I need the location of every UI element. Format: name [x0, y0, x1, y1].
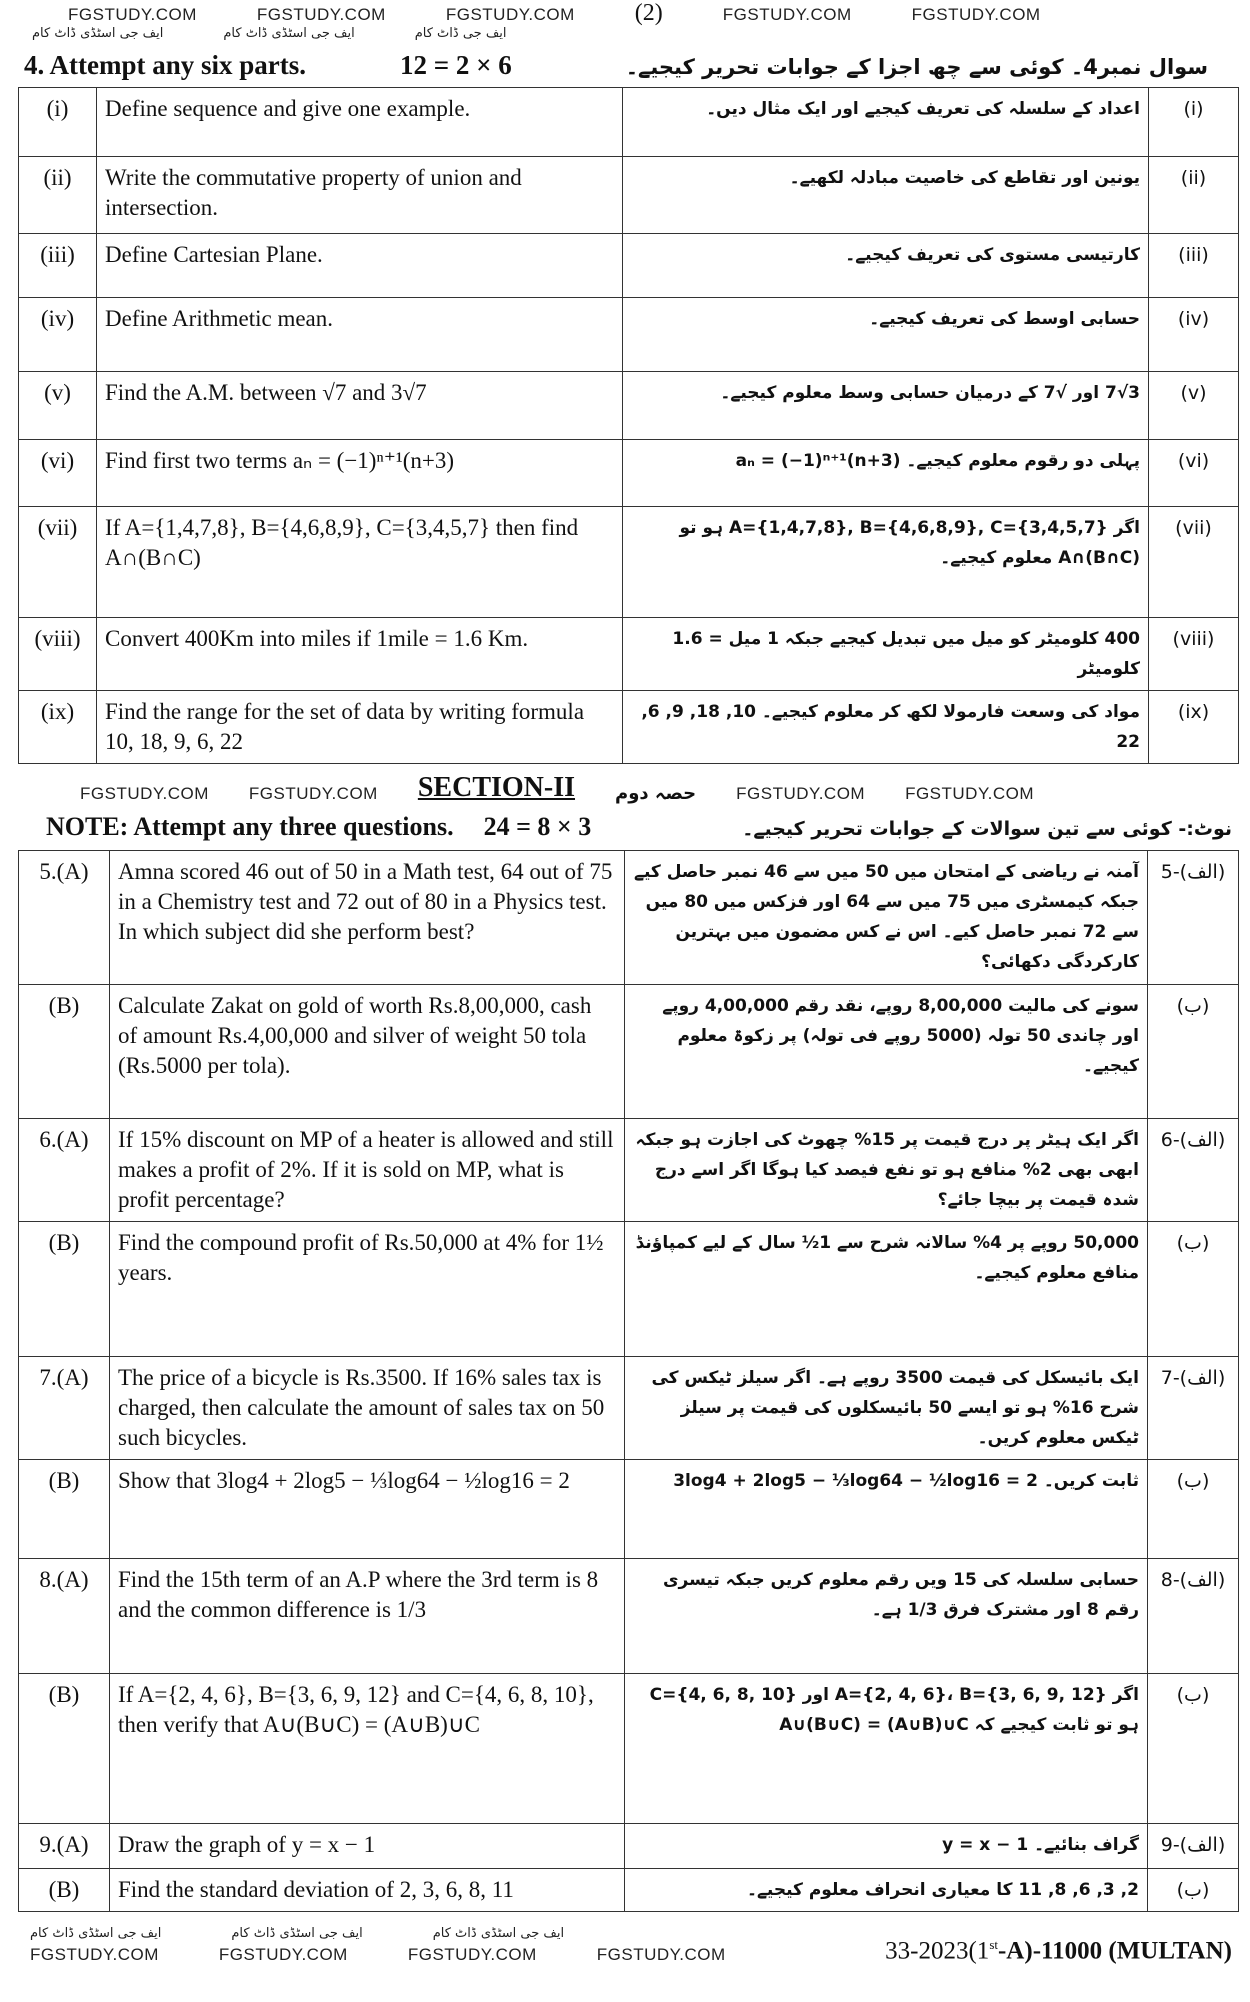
question-text: Define Arithmetic mean.	[97, 298, 623, 372]
footer	[18, 1926, 1238, 1965]
question-number: (i)	[19, 88, 97, 157]
question-number-urdu: (i)	[1149, 88, 1239, 157]
question-text-urdu: 3√7 اور √7 کے درمیان حسابی وسط معلوم کیجیے۔	[623, 372, 1149, 440]
footer-watermark-row	[18, 1945, 855, 1965]
question-number: (vii)	[19, 507, 97, 618]
watermark: FGSTUDY.COM	[736, 784, 866, 803]
question-row	[19, 372, 1239, 440]
question-number-urdu: (v)	[1149, 372, 1239, 440]
watermark: ایف جی ڈاٹ کام	[414, 26, 507, 41]
question-number-urdu: (ii)	[1149, 157, 1239, 234]
question-number: (B)	[19, 985, 110, 1119]
question-text-urdu: پہلی دو رقوم معلوم کیجیے۔ aₙ = (−1)ⁿ⁺¹(n+3)	[623, 440, 1149, 507]
question-number-urdu: 5-(الف)	[1148, 851, 1239, 985]
question-text-urdu: اگر A={2, 4, 6}، B={3, 6, 9, 12} اور C={4, 6, 8, 10} ہو تو ثابت کیجیے کہ A∪(B∪C) = (A∪B)∪C	[625, 1674, 1148, 1824]
question-number-urdu: 8-(الف)	[1148, 1559, 1239, 1674]
watermark: ایف جی اسٹڈی ڈاٹ کام	[30, 1926, 162, 1941]
question-text-urdu: 400 کلومیٹر کو میل میں تبدیل کیجیے جبکہ 1 میل = 1.6 کلومیٹر	[623, 618, 1149, 691]
question-number: 6.(A)	[19, 1119, 110, 1222]
paper-code-sup: st	[989, 1936, 998, 1952]
watermark: FGSTUDY.COM	[407, 1945, 537, 1964]
question-number: (vi)	[19, 440, 97, 507]
question-text: Show that 3log4 + 2log5 − ⅓log64 − ½log16 = 2	[110, 1460, 625, 1559]
question-row	[19, 1119, 1239, 1222]
question-number-urdu: 9-(الف)	[1148, 1824, 1239, 1869]
question-number-urdu: (ب)	[1148, 985, 1239, 1119]
question-number-urdu: (ب)	[1148, 1869, 1239, 1912]
watermark: FGSTUDY.COM	[911, 5, 1041, 24]
question-row	[19, 157, 1239, 234]
question-text: Amna scored 46 out of 50 in a Math test, 64 out of 75 in a Chemistry test and 72 out of 80 in a Physics test. In which subject did she perform best?	[110, 851, 625, 985]
watermark: FGSTUDY.COM	[905, 784, 1034, 803]
top-urdu-watermark-row	[18, 26, 1238, 46]
question-number-urdu: (ب)	[1148, 1460, 1239, 1559]
question-row	[19, 1559, 1239, 1674]
question-number: 9.(A)	[19, 1824, 110, 1869]
question-row	[19, 851, 1239, 985]
q4-marks: 12 = 2 × 6	[400, 50, 512, 80]
question-text: Find the compound profit of Rs.50,000 at 4% for 1½ years.	[110, 1222, 625, 1357]
footer-urdu-watermark-row	[18, 1926, 855, 1941]
question-row	[19, 1460, 1239, 1559]
question-text: Calculate Zakat on gold of worth Rs.8,00,000, cash of amount Rs.4,00,000 and silver of weight 50 tola (Rs.5000 per tola).	[110, 985, 625, 1119]
question-text: If A={2, 4, 6}, B={3, 6, 9, 12} and C={4, 6, 8, 10}, then verify that A∪(B∪C) = (A∪B)∪C	[110, 1674, 625, 1824]
question-row	[19, 1674, 1239, 1824]
question-row	[19, 1357, 1239, 1460]
question-text-urdu: اعداد کے سلسلہ کی تعریف کیجیے اور ایک مثال دیں۔	[623, 88, 1149, 157]
section-marks: 24 = 8 × 3	[483, 812, 592, 841]
question-number: (iii)	[19, 234, 97, 298]
watermark: ایف جی اسٹڈی ڈاٹ کام	[32, 26, 164, 41]
question-row	[19, 440, 1239, 507]
question-row	[19, 1824, 1239, 1869]
question-text: Find the 15th term of an A.P where the 3rd term is 8 and the common difference is 1/3	[110, 1559, 625, 1674]
question-text-urdu: مواد کی وسعت فارمولا لکھ کر معلوم کیجیے۔ 10, 18, 9, 6, 22	[623, 691, 1149, 764]
watermark: ایف جی اسٹڈی ڈاٹ کام	[223, 26, 355, 41]
question-number: (viii)	[19, 618, 97, 691]
paper-code-pre: 33-2023(1	[885, 1937, 990, 1964]
watermark: FGSTUDY.COM	[68, 5, 197, 24]
section-title-urdu: حصہ دوم	[615, 783, 697, 804]
question-number-urdu: (vii)	[1149, 507, 1239, 618]
question-text-urdu: اگر ایک ہیٹر پر درج قیمت پر 15% چھوٹ کی اجازت ہو جبکہ ابھی بھی 2% منافع ہو تو نفع فیصد کیا ہوگا اگر اسے درج شدہ قیمت پر بیچا جائے؟	[625, 1119, 1148, 1222]
watermark: FGSTUDY.COM	[248, 784, 378, 803]
section-title: SECTION-II	[417, 772, 576, 803]
question-row	[19, 507, 1239, 618]
question-number-urdu: (iv)	[1149, 298, 1239, 372]
watermark: FGSTUDY.COM	[722, 5, 852, 24]
section-title-row	[18, 772, 1238, 804]
watermark: FGSTUDY.COM	[445, 5, 575, 24]
question-text-urdu: 2, 3, 6, 8, 11 کا معیاری انحراف معلوم کیجیے۔	[625, 1869, 1148, 1912]
question-text-urdu: یونین اور تقاطع کی خاصیت مبادلہ لکھیے۔	[623, 157, 1149, 234]
question-row	[19, 298, 1239, 372]
watermark: FGSTUDY.COM	[256, 5, 386, 24]
q4-heading: 4. Attempt any six parts.	[24, 50, 306, 80]
question-number: 8.(A)	[19, 1559, 110, 1674]
question-number: (B)	[19, 1222, 110, 1357]
section-note-urdu: نوٹ:- کوئی سے تین سوالات کے جوابات تحریر کیجیے۔	[742, 818, 1232, 840]
question-number: (B)	[19, 1674, 110, 1824]
footer-watermarks	[18, 1926, 855, 1965]
question-number-urdu: (ب)	[1148, 1674, 1239, 1824]
question-number: (ix)	[19, 691, 97, 764]
question-text-urdu: اگر A={1,4,7,8}, B={4,6,8,9}, C={3,4,5,7} ہو تو A∩(B∩C) معلوم کیجیے۔	[623, 507, 1149, 618]
section-note-row	[46, 812, 1238, 842]
question-text-urdu: حسابی سلسلہ کی 15 ویں رقم معلوم کریں جبکہ تیسری رقم 8 اور مشترک فرق 1/3 ہے۔	[625, 1559, 1148, 1674]
paper-code	[885, 1937, 1238, 1965]
question-row	[19, 691, 1239, 764]
question-number: (B)	[19, 1869, 110, 1912]
question-text-urdu: آمنہ نے ریاضی کے امتحان میں 50 میں سے 46 نمبر حاصل کیے جبکہ کیمسٹری میں 75 میں سے 64 اور فزکس میں 80 میں سے 72 نمبر حاصل کیے۔ اس نے کس مضمون میں بہترین کارکردگی دکھائی؟	[625, 851, 1148, 985]
watermark: FGSTUDY.COM	[218, 1945, 348, 1964]
watermark: ایف جی اسٹڈی ڈاٹ کام	[432, 1926, 565, 1941]
question-text-urdu: گراف بنائیے۔ y = x − 1	[625, 1824, 1148, 1869]
paper-code-post: -A)-11000 (MULTAN)	[997, 1937, 1232, 1964]
question-number-urdu: (vi)	[1149, 440, 1239, 507]
question-text-urdu: ثابت کریں۔ 3log4 + 2log5 − ⅓log64 − ½log16 = 2	[625, 1460, 1148, 1559]
q4-heading-urdu: سوال نمبر4۔ کوئی سے چھ اجزا کے جوابات تحریر کیجیے۔	[625, 55, 1208, 79]
question-text: Define Cartesian Plane.	[97, 234, 623, 298]
question-text: Define sequence and give one example.	[97, 88, 623, 157]
watermark: FGSTUDY.COM	[30, 1945, 159, 1964]
question-number-urdu: (iii)	[1149, 234, 1239, 298]
question-number-urdu: (viii)	[1149, 618, 1239, 691]
question-number: 5.(A)	[19, 851, 110, 985]
question-number: (B)	[19, 1460, 110, 1559]
question-text: Write the commutative property of union and intersection.	[97, 157, 623, 234]
watermark: FGSTUDY.COM	[596, 1945, 726, 1964]
section-note: NOTE: Attempt any three questions.	[46, 812, 454, 841]
question-text: Find first two terms aₙ = (−1)ⁿ⁺¹(n+3)	[97, 440, 623, 507]
q4-header	[24, 50, 1238, 81]
question-text-urdu: سونے کی مالیت 8,00,000 روپے، نقد رقم 4,00,000 روپے اور چاندی 50 تولہ (5000 روپے فی تولہ) پر زکوۃ معلوم کیجیے۔	[625, 985, 1148, 1119]
page-number: (2)	[634, 0, 663, 26]
watermark: FGSTUDY.COM	[80, 784, 209, 803]
question-row	[19, 88, 1239, 157]
question-row	[19, 985, 1239, 1119]
question-number-urdu: (ix)	[1149, 691, 1239, 764]
question-text: Draw the graph of y = x − 1	[110, 1824, 625, 1869]
q4-table	[18, 87, 1239, 764]
watermark: ایف جی اسٹڈی ڈاٹ کام	[231, 1926, 363, 1941]
question-text: Find the A.M. between √7 and 3√7	[97, 372, 623, 440]
section2-table	[18, 850, 1239, 1912]
question-row	[19, 618, 1239, 691]
question-number: (iv)	[19, 298, 97, 372]
question-row	[19, 1869, 1239, 1912]
question-text: Convert 400Km into miles if 1mile = 1.6 Km.	[97, 618, 623, 691]
question-number-urdu: (ب)	[1148, 1222, 1239, 1357]
question-text-urdu: حسابی اوسط کی تعریف کیجیے۔	[623, 298, 1149, 372]
question-number: (ii)	[19, 157, 97, 234]
question-number: 7.(A)	[19, 1357, 110, 1460]
question-text: If A={1,4,7,8}, B={4,6,8,9}, C={3,4,5,7} then find A∩(B∩C)	[97, 507, 623, 618]
question-text: Find the standard deviation of 2, 3, 6, 8, 11	[110, 1869, 625, 1912]
question-text-urdu: ایک بائیسکل کی قیمت 3500 روپے ہے۔ اگر سیلز ٹیکس کی شرح 16% ہو تو ایسے 50 بائیسکلوں کی قیمت پر سیلز ٹیکس معلوم کریں۔	[625, 1357, 1148, 1460]
question-number-urdu: 7-(الف)	[1148, 1357, 1239, 1460]
question-row	[19, 1222, 1239, 1357]
question-row	[19, 234, 1239, 298]
question-text: The price of a bicycle is Rs.3500. If 16% sales tax is charged, then calculate the amount of sales tax on 50 such bicycles.	[110, 1357, 625, 1460]
question-text: If 15% discount on MP of a heater is allowed and still makes a profit of 2%. If it is sold on MP, what is profit percentage?	[110, 1119, 625, 1222]
question-text-urdu: 50,000 روپے پر 4% سالانہ شرح سے 1½ سال کے لیے کمپاؤنڈ منافع معلوم کیجیے۔	[625, 1222, 1148, 1357]
question-text-urdu: کارتیسی مستوی کی تعریف کیجیے۔	[623, 234, 1149, 298]
top-watermark-row	[18, 0, 1238, 26]
question-number: (v)	[19, 372, 97, 440]
question-text: Find the range for the set of data by writing formula 10, 18, 9, 6, 22	[97, 691, 623, 764]
question-number-urdu: 6-(الف)	[1148, 1119, 1239, 1222]
